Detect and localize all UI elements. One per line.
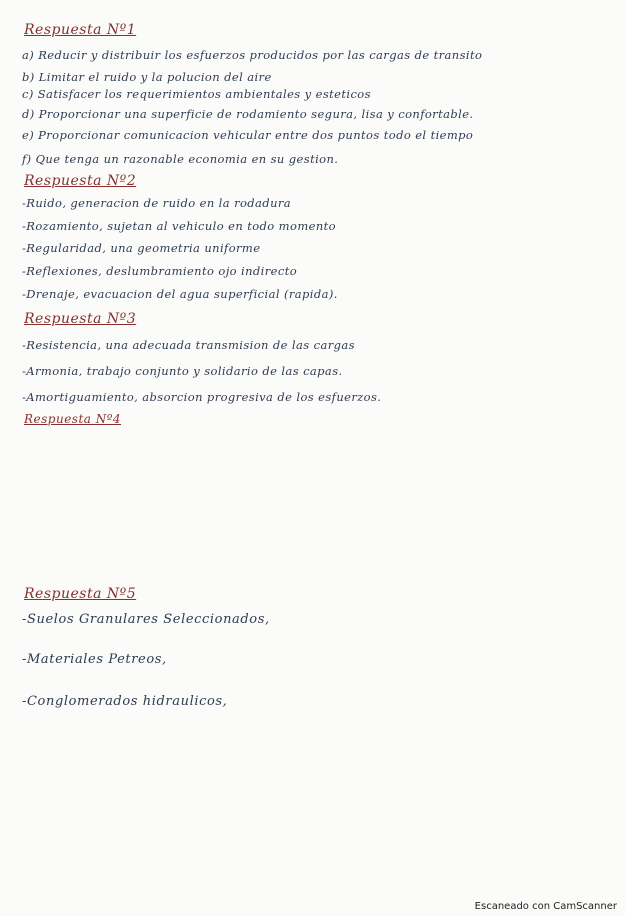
answer-2-item-3: -Regularidad, una geometria uniforme [22,241,261,255]
answer-1-item-e: e) Proporcionar comunicacion vehicular entre dos puntos todo el tiempo [22,128,474,142]
answer-3-item-1: -Resistencia, una adecuada transmision de las cargas [22,338,355,352]
answer-1-item-d: d) Proporcionar una superficie de rodamiento segura, lisa y confortable. [22,107,474,121]
answer-1-item-c: c) Satisfacer los requerimientos ambientales y esteticos [22,87,371,101]
answer-3-item-2: -Armonia, trabajo conjunto y solidario de las capas. [22,364,343,378]
answer-2-item-2: -Rozamiento, sujetan al vehiculo en todo momento [22,219,336,233]
answer-3-item-3: -Amortiguamiento, absorcion progresiva de los esfuerzos. [22,390,382,404]
answer-1-item-a: a) Reducir y distribuir los esfuerzos producidos por las cargas de transito [22,48,483,62]
answer-1-item-f: f) Que tenga un razonable economia en su gestion. [22,152,339,166]
heading-respuesta-2: Respuesta Nº2 [24,173,137,189]
answer-5-item-3: -Conglomerados hidraulicos, [22,694,228,709]
answer-5-item-2: -Materiales Petreos, [22,652,167,667]
camscanner-footer: Escaneado con CamScanner [474,901,617,912]
answer-2-item-4: -Reflexiones, deslumbramiento ojo indirecto [22,264,298,278]
heading-respuesta-4: Respuesta Nº4 [24,412,122,426]
answer-1-item-b: b) Limitar el ruido y la polucion del aire [22,70,272,84]
answer-2-item-1: -Ruido, generacion de ruido en la rodadura [22,196,292,210]
heading-respuesta-3: Respuesta Nº3 [24,311,137,327]
heading-respuesta-5: Respuesta Nº5 [24,586,137,602]
heading-respuesta-1: Respuesta Nº1 [24,22,137,38]
answer-2-item-5: -Drenaje, evacuacion del agua superficial (rapida). [22,287,338,301]
answer-5-item-1: -Suelos Granulares Seleccionados, [22,612,270,627]
